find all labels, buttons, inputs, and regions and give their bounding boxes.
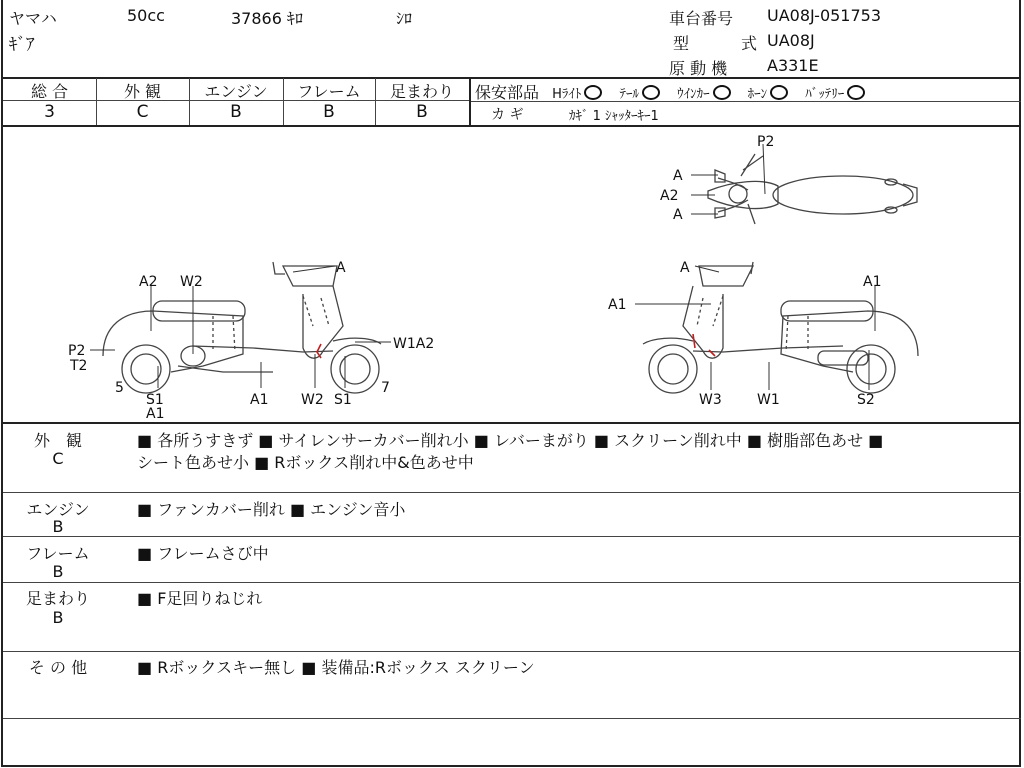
grade-header-overall: 総 合: [30, 82, 69, 101]
engine-value: A331E: [767, 56, 819, 75]
note-line-exterior-2: シート色あせ小 ■ Rボックス削れ中&色あせ中: [137, 453, 474, 472]
type-value: UA08J: [767, 31, 815, 50]
note-label-other: そ の 他: [28, 658, 88, 677]
note-label-frame: フレーム: [26, 544, 90, 563]
grade-header-frame: フレーム: [297, 82, 361, 101]
inspection-sheet: [1, 0, 1021, 767]
grade-value-suspension: B: [416, 102, 428, 122]
scooter-top-view: [708, 154, 917, 224]
label-top-p2: P2: [757, 134, 775, 150]
notes-line-3: [3, 582, 1021, 583]
note-line-engine: ■ ファンカバー削れ ■ エンジン音小: [137, 500, 406, 519]
safety-label: 保安部品: [475, 83, 540, 102]
note-line-exterior-1: ■ 各所うすきず ■ サイレンサーカバー削れ小 ■ レバーまがり ■ スクリーン削れ中 ■ 樹脂部色あせ ■: [137, 431, 884, 450]
damage-diagram: [3, 126, 1021, 422]
type-label-1: 型: [673, 34, 690, 53]
label-left-s1-lower: S1: [334, 392, 352, 408]
notes-line-1: [3, 492, 1021, 493]
displacement: 50cc: [127, 6, 165, 25]
grade-header-exterior: 外 観: [123, 82, 162, 101]
label-right-w3: W3: [699, 392, 722, 408]
safety-item-headlight: Hﾗｲﾄ: [552, 87, 602, 102]
label-right-a: A: [680, 260, 690, 276]
grid-col-line: [469, 78, 471, 125]
note-grade-exterior: C: [52, 449, 64, 468]
note-label-exterior: 外 観: [33, 431, 82, 450]
notes-line-2: [3, 536, 1021, 537]
grade-value-exterior: C: [136, 102, 149, 122]
label-right-a1: A1: [608, 297, 627, 313]
key-label: カ ギ: [491, 107, 524, 123]
note-label-engine: エンジン: [26, 500, 90, 519]
key-value: ｶｷﾞ 1 ｼｬｯﾀｰｷｰ1: [569, 109, 659, 124]
safety-row: [475, 80, 865, 103]
safety-item-horn: ﾎｰﾝ: [748, 87, 789, 102]
label-right-a1-rear: A1: [863, 274, 882, 290]
label-left-t2: T2: [70, 358, 88, 374]
grade-header-suspension: 足まわり: [389, 82, 454, 101]
ok-circle-icon: [770, 85, 788, 100]
label-left-w1a2: W1A2: [393, 336, 435, 352]
label-top-a1: A: [673, 168, 683, 184]
engine-label: 原 動 機: [669, 59, 728, 78]
frame-no: UA08J-051753: [767, 6, 882, 25]
damage-marks: [317, 334, 715, 358]
grade-value-engine: B: [230, 102, 242, 122]
safety-item-battery: ﾊﾞｯﾃﾘｰ: [805, 87, 865, 102]
ok-circle-icon: [713, 85, 731, 100]
label-right-s2: S2: [857, 392, 875, 408]
safety-item-tail: ﾃｰﾙ: [619, 87, 660, 102]
notes-line-4: [3, 651, 1021, 652]
note-grade-suspension: B: [52, 608, 64, 627]
maker: ヤマハ: [9, 9, 57, 28]
label-left-a2: A2: [139, 274, 158, 290]
notes-top-line: [3, 422, 1021, 424]
ok-circle-icon: [642, 85, 660, 100]
ok-circle-icon: [584, 85, 602, 100]
label-left-a1: A1: [250, 392, 269, 408]
note-line-suspension: ■ F足回りねじれ: [137, 589, 263, 608]
note-line-frame: ■ フレームさび中: [137, 544, 269, 563]
label-right-w1: W1: [757, 392, 780, 408]
label-left-7: 7: [381, 380, 390, 396]
model-name: ｷﾞｱ: [9, 35, 35, 55]
note-line-other: ■ Rボックスキー無し ■ 装備品:Rボックス スクリーン: [137, 658, 535, 677]
label-top-a2: A2: [660, 188, 679, 204]
label-left-a: A: [336, 260, 346, 276]
label-left-p2: P2: [68, 343, 86, 359]
frame-no-label: 車台番号: [669, 9, 734, 28]
type-label-2: 式: [741, 34, 758, 53]
mileage: 37866 ｷﾛ: [231, 9, 303, 28]
label-left-5: 5: [115, 380, 124, 396]
note-grade-frame: B: [52, 562, 64, 581]
grade-header-engine: エンジン: [204, 82, 268, 101]
grade-value-overall: 3: [44, 102, 55, 122]
label-left-w2: W2: [180, 274, 203, 290]
label-left-s1: S1: [146, 392, 164, 408]
label-left-w2-lower: W2: [301, 392, 324, 408]
grade-value-frame: B: [323, 102, 335, 122]
label-left-a1-lower: A1: [146, 406, 165, 422]
label-top-a3: A: [673, 207, 683, 223]
note-grade-engine: B: [52, 517, 64, 536]
ok-circle-icon: [847, 85, 865, 100]
note-label-suspension: 足まわり: [25, 589, 90, 608]
notes-line-5: [3, 718, 1021, 719]
safety-item-winker: ｳｲﾝｶｰ: [677, 87, 731, 102]
color: ｼﾛ: [396, 9, 413, 28]
